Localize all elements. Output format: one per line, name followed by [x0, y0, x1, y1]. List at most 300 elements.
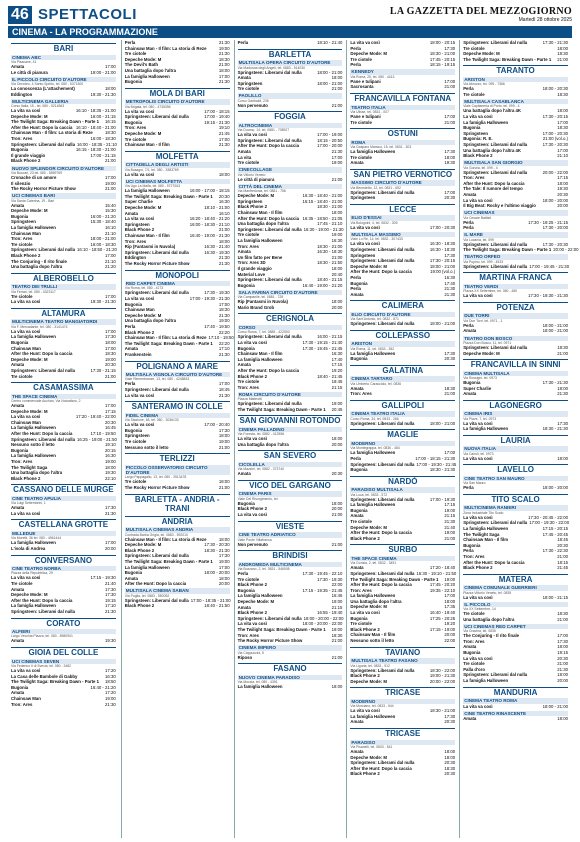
city-heading: FRANCAVILLA FONTANA	[350, 93, 455, 103]
theater-address: Via Gorizia, tel. 099 - 4	[463, 165, 498, 170]
film-title: Bugonia	[350, 615, 368, 621]
film-title: La vita va così	[124, 422, 155, 428]
showtimes: 20:00	[218, 581, 230, 587]
showtimes: 18:30	[444, 765, 456, 771]
city-heading: CASAMASSIMA	[11, 382, 116, 392]
theater-address: Via Pisacane, 41	[11, 59, 37, 64]
showtimes: 20:30	[218, 193, 230, 199]
film-title: La famiglia Halloween	[11, 540, 56, 546]
film-title: Tre ciotole	[237, 379, 260, 385]
showtimes: 19:15	[105, 597, 116, 603]
theater-name: CINEMA TEATRO ROMA	[463, 698, 568, 703]
film-title: Black Phone 2	[237, 373, 267, 379]
showtimes: 20:30	[557, 192, 568, 197]
showtimes: 17:30 - 19:30	[317, 576, 343, 582]
film-title: Springsteen: Liberami dal nulla	[237, 69, 302, 75]
showtimes: 17:35	[444, 604, 456, 610]
city-heading: SANTERAMO IN COLLE	[125, 401, 230, 411]
film-title: Amata	[124, 575, 138, 581]
showtimes: 21:30	[218, 142, 230, 148]
film-title: Amata	[124, 346, 138, 352]
masthead: LA GAZZETTA DEL MEZZOGIORNO	[389, 6, 572, 17]
showtimes: 18:00	[331, 684, 343, 690]
showtimes: 17:00	[331, 154, 343, 160]
page-header	[8, 6, 572, 26]
film-title: La vita va così	[237, 132, 267, 138]
film-title: La famiglia Halloween	[350, 149, 396, 155]
theater-name: UCI CINEMAS BARI	[11, 193, 116, 198]
showtimes: 17:30	[444, 713, 456, 719]
film-title: Black Phone 2	[237, 506, 267, 512]
showtimes: 21:30	[218, 40, 230, 45]
film-title: Amata	[350, 291, 364, 297]
showtimes: 18:30 - 21:00	[317, 204, 343, 210]
theater-name: RED CARPET CINEMA	[125, 281, 230, 286]
film-title: La vita va così	[124, 216, 155, 222]
showtime-row	[463, 456, 568, 462]
theater-name: MODERNO	[350, 699, 455, 704]
showtime-row	[238, 86, 343, 92]
theater-name: MULTISALA OPERA CIRCUITO D'AUTORE	[238, 60, 343, 65]
film-title: Chainsaw Man - Il film	[124, 232, 170, 238]
theater-address: Via Bolognini, 4, tel. 0832 - 305	[350, 220, 398, 225]
film-title: Tre ciotole	[463, 611, 485, 617]
film-title: Amata	[11, 63, 25, 69]
showtimes: 16:40 - 19:00 - 21:20	[302, 282, 343, 288]
showtimes: 18:00	[218, 171, 230, 177]
theater-address: Via Bosagni, 7/1, tel. 080 - 3383769	[124, 167, 179, 172]
film-title: Depeche Mode: M	[11, 113, 48, 119]
city-heading: MAGLIE	[350, 429, 455, 439]
film-title: Amata	[463, 192, 477, 197]
showtimes: 17:30	[444, 45, 456, 51]
film-title: La vita va così	[11, 108, 41, 114]
theater-name: TEATRO DON BOSCO	[463, 336, 568, 341]
film-title: Amata	[463, 644, 477, 650]
showtime-row	[463, 293, 568, 299]
film-title: Tre ciotole	[124, 479, 147, 485]
showtimes: 16:10 - 18:40 - 21:00	[75, 124, 116, 130]
showtime-row	[125, 485, 230, 491]
showtime-row	[238, 655, 343, 661]
theater-address: Via Ulisse, tel. 0831 - 007	[350, 109, 389, 114]
film-title: Tre ciotole	[237, 86, 260, 92]
showtimes: 17:45 - 20:45	[542, 531, 568, 537]
film-title: Springsteen: Liberami dal nulla	[11, 141, 75, 147]
listing-column	[234, 40, 346, 838]
film-title: Riposo	[237, 654, 253, 660]
film-title: Springsteen: Liberami dal nulla	[124, 387, 189, 393]
film-title: Non pervenuto	[237, 541, 268, 547]
film-title: Springsteen: Liberami dal nulla	[463, 344, 528, 350]
film-title: La famiglia Halloween	[463, 526, 509, 532]
showtimes: 21:30	[557, 391, 568, 397]
showtimes: 16:00 - 18:35 - 21:10	[77, 141, 117, 147]
film-title: Springsteen: Liberami dal nulla	[11, 247, 75, 253]
showtime-row	[350, 321, 455, 327]
showtimes: 18:00	[557, 455, 568, 461]
showtime-row	[350, 356, 455, 362]
showtimes: 17:00	[218, 136, 230, 142]
showtimes: 18:00	[105, 464, 116, 470]
showtimes: 21:30	[218, 79, 230, 85]
showtimes: 20:30	[444, 760, 456, 766]
showtimes: 17:30 - 20:45 - 22:00	[528, 514, 568, 520]
showtimes: 18:30 - 21:00	[429, 51, 456, 57]
theater-address: Contrada Barba Grigia, tel. 0883 - 592010	[124, 532, 188, 537]
film-title: Bugonia	[237, 500, 255, 506]
theater-name: PICCOLO OSSERVATORIO CIRCUITO D'AUTORE	[125, 465, 230, 476]
showtimes: 21:20	[105, 264, 116, 270]
film-title: Bugonia	[237, 587, 255, 593]
showtimes: 19:00	[105, 458, 116, 464]
film-title: Black Phone 2	[11, 252, 41, 258]
city-heading: SAN SEVERO	[238, 450, 343, 460]
film-title: Nessuno sotto il letto	[350, 638, 395, 644]
film-title: Tron: Ares	[11, 458, 33, 464]
film-title: The Twilight Saga	[11, 464, 48, 470]
showtimes: 17:00	[105, 403, 116, 408]
film-title: Depeche Mode: M	[11, 408, 48, 414]
theater-address: Viale Ponte Villafranca	[237, 537, 272, 542]
showtimes: 20:30	[105, 362, 116, 368]
film-title: Bugonia	[350, 467, 368, 473]
film-title: Springsteen: Liberami dal nulla	[237, 137, 302, 143]
film-title: The Twilight Saga: Breaking Dawn - Parte 1	[463, 56, 552, 62]
film-title: La famiglia Halloween	[350, 450, 396, 456]
film-title: Depeche Mode: M	[11, 592, 48, 598]
film-title: Tre ciotole	[350, 119, 372, 125]
showtime-row	[463, 153, 568, 159]
film-title: Amata	[237, 362, 251, 368]
showtimes: 20:00	[557, 678, 568, 684]
showtimes: 17:00	[557, 633, 568, 639]
theater-address: Viale Lo Re, 14, tel. 0832 - 307433	[350, 237, 403, 242]
theater-address: Via Pisanelli, tel. 0833 - 541	[350, 744, 393, 749]
film-title: Black Phone 2	[11, 158, 41, 164]
theater-name: MULTICINEMA GALLERIA	[11, 99, 116, 104]
showtime-row	[11, 511, 116, 517]
theater-address: Via Federico II di Svevia, tel. 080 - 3482	[11, 663, 72, 668]
showtimes: 19:00	[331, 160, 343, 166]
showtimes: 19:10	[218, 125, 230, 131]
showtimes: 16:30	[105, 673, 116, 679]
film-title: After the Hunt: Dopo la caccia	[237, 143, 299, 149]
film-title: Chainsaw Man	[11, 230, 41, 236]
showtimes: 20:00	[331, 304, 343, 310]
film-title: La vita va così	[124, 296, 155, 302]
film-title: Tre ciotole	[11, 241, 33, 247]
showtimes: 21:00	[557, 661, 568, 667]
showtimes: 21:40	[444, 524, 456, 530]
showtimes: 17:00	[105, 293, 116, 299]
theater-name: ANDROMEDA MULTICINEMA	[238, 562, 343, 567]
film-title: Springsteen	[350, 252, 376, 258]
theater-name: CINEMA IRIS	[463, 411, 568, 416]
film-title: Springsteen: Liberami dal nulla	[350, 667, 415, 673]
theater-name: ARISTON	[350, 341, 455, 346]
film-title: Depeche Mode: M	[11, 356, 48, 362]
showtimes: 17:30 - 19:30	[204, 290, 230, 296]
showtimes: 16:55 - 19:40	[317, 610, 343, 616]
theater-name: UCI CINEMAS MOLFETTA	[125, 179, 230, 184]
showtimes: 17:30	[444, 350, 456, 356]
showtimes: 18:15 - 19:15	[429, 62, 456, 68]
showtimes: 18:30 - 21:00	[317, 243, 343, 249]
showtimes: 17:30	[557, 638, 568, 644]
showtimes: 16:15 - 18:30 - 21:00	[75, 147, 116, 153]
film-title: Chainsaw Man - Il film: La storia di Reze	[11, 130, 93, 136]
film-title: Chainsaw Man	[124, 307, 155, 313]
film-title: Perla	[350, 45, 361, 51]
theater-name: IL MARE	[463, 232, 568, 237]
film-title: Tron: Ares	[350, 391, 372, 397]
showtimes: 19:10	[105, 442, 116, 448]
film-title: Tron: Ares	[11, 136, 33, 142]
showtimes: 17:15 - 20:15	[542, 526, 568, 532]
showtime-row	[463, 485, 568, 491]
showtime-row	[11, 70, 116, 76]
film-title: Springsteen: Liberami dal nulla	[124, 114, 189, 120]
showtimes: 17:00 - 20:00	[317, 143, 343, 149]
film-title: La conoscenza (L'attachement)	[11, 86, 75, 91]
showtimes: 18:00	[444, 154, 456, 160]
theater-name: KENNEDY	[350, 69, 455, 74]
film-title: Springsteen: Liberami dal nulla	[350, 461, 415, 467]
film-title: Chainsaw Man - Il film	[237, 210, 283, 216]
film-title: La vita va così	[124, 392, 155, 398]
city-heading: POLIGNANO A MARE	[125, 361, 230, 371]
showtimes: 19:35 - 22:10	[429, 587, 456, 593]
showtimes: 17:30	[557, 420, 568, 426]
theater-name: MULTISALA VIGNOLA CIRCUITO D'AUTORE	[125, 372, 230, 377]
theater-name: CINE TEATRO ADRIATICO	[238, 532, 343, 537]
film-title: Depeche Mode: M	[124, 205, 162, 210]
showtimes: 18:50	[105, 679, 116, 685]
film-title: La famiglia Halloween	[463, 426, 509, 432]
showtime-row	[11, 638, 116, 644]
film-title: Black Phone 2	[350, 771, 380, 777]
theater-name: CINE TEATRO RINASCENTE	[463, 711, 568, 716]
theater-name: CINE TEATRO NORBA	[11, 566, 116, 571]
city-heading: FRANCAVILLA IN SINNI	[463, 359, 568, 369]
film-title: Eddington	[124, 255, 147, 261]
showtimes: 16:30	[331, 238, 343, 243]
film-title: Amata	[11, 638, 25, 644]
showtimes: 18:00	[105, 339, 116, 345]
city-heading: CERIGNOLA	[238, 313, 343, 323]
theater-address: Via Montegrappa, tel. 0836 - 484	[350, 446, 400, 451]
film-title: Una battaglia dopo l'altra	[124, 318, 176, 324]
theater-address: Corso Roma, 7, tel. 0885 - 422500	[237, 330, 290, 335]
showtimes: 21:00	[444, 84, 456, 90]
film-title: Bugonia	[124, 79, 142, 85]
showtimes: 18:00	[557, 672, 568, 678]
film-title: La vita va così	[463, 455, 493, 461]
film-title: Chainsaw Man - Il film: La storia di Reze	[124, 536, 207, 542]
theater-address: Via Foresta, tel. 0882 - 412556	[237, 432, 285, 437]
theater-address: Viale Del Risorgimento, tel.	[237, 496, 279, 501]
city-heading: GALLIPOLI	[350, 400, 455, 410]
city-heading: GALATINA	[350, 365, 455, 375]
theater-name: CINEMA IMPERO	[238, 645, 343, 650]
film-title: Bugonia	[11, 339, 29, 345]
showtimes: 16:40 - 19:40	[429, 610, 456, 616]
showtime-row	[350, 421, 455, 427]
film-title: Black Phone 2	[124, 329, 155, 335]
showtimes: 21:00	[218, 227, 230, 233]
film-title: The Rocky Horror Picture Show	[124, 260, 190, 266]
showtime-row	[238, 177, 343, 183]
theater-address: Piazza XX Settembre, tel. 080 - 480	[463, 289, 518, 294]
showtimes: 16:00 - 17:00 - 18:15	[189, 188, 230, 194]
film-title: La famiglia Halloween	[350, 350, 396, 356]
showtimes: 21:40	[105, 581, 116, 586]
showtimes: 17:00	[218, 381, 230, 387]
showtime-row	[350, 84, 455, 90]
showtime-row	[238, 70, 343, 76]
showtimes: 17:00 - 19:00	[317, 132, 343, 138]
showtimes: 20:00	[105, 545, 116, 551]
film-title: Perla	[463, 86, 474, 92]
showtimes: 17:00 - 21:15	[90, 152, 116, 158]
showtimes: 17:30 - 20:00	[542, 225, 568, 231]
showtimes: 21:10	[105, 230, 116, 236]
film-title: Tre ciotole	[350, 519, 372, 525]
film-title: Amata	[463, 716, 477, 722]
theater-name: CINEMA PARIS	[238, 491, 343, 496]
showtime-row	[11, 609, 116, 615]
showtimes: 20:30	[444, 771, 456, 777]
city-heading: CALIMERA	[350, 300, 455, 310]
showtime-row	[463, 57, 568, 63]
city-heading: FOGGIA	[238, 111, 343, 121]
city-heading: TRICASE	[350, 728, 455, 738]
showtime-row	[11, 374, 116, 380]
film-title: La famiglia Halloween	[463, 678, 509, 684]
film-title: Il silenzio	[11, 180, 31, 186]
showtimes: 17:20 - 19:40 - 22:00	[75, 414, 116, 420]
showtimes: 18:00	[331, 210, 343, 216]
theater-name: CITTÀ DEL CINEMA	[238, 184, 343, 189]
film-title: Amata	[350, 748, 364, 754]
city-heading: TARANTO	[463, 65, 568, 75]
film-title: La famiglia Halloween	[237, 356, 283, 362]
film-title: La famiglia Halloween	[237, 684, 283, 690]
showtimes: 20:30	[444, 356, 456, 362]
film-title: Amata	[350, 385, 364, 391]
showtimes: 21:30	[218, 392, 230, 398]
film-title: Depeche Mode: M	[350, 754, 387, 760]
showtimes: 18:00	[331, 436, 343, 442]
showtimes: 17:10	[105, 603, 116, 609]
showtimes: 21:00	[218, 62, 230, 68]
showtimes: 17:20 - 18:40	[429, 565, 456, 571]
showtimes: 21:15	[331, 604, 343, 610]
film-title: La vita va così	[11, 328, 41, 334]
showtimes: 17:25 - 20:25	[429, 615, 456, 621]
film-title: The Twilight Saga: Breaking Dawn - Parte 1	[124, 193, 213, 199]
theater-address: Via Morciano, tel. 0833 - 544	[350, 704, 394, 709]
theater-name: CICOLELLA	[238, 462, 343, 467]
showtime-row	[125, 581, 230, 587]
film-title: The Twilight Saga: Breaking Dawn - Parte 1	[11, 679, 100, 685]
film-title: After the Hunt: Dopo la caccia	[237, 367, 299, 373]
film-title: Sacrosanta	[350, 84, 374, 90]
showtimes: 16:10	[218, 210, 230, 216]
theater-address: Via Roma, 11, tel. 0833 - 352	[350, 346, 395, 351]
showtime-row	[238, 442, 343, 448]
showtimes: 18:00 - 21:00	[542, 703, 568, 709]
showtimes: 17:00	[557, 119, 568, 125]
film-title: The Twilight Saga: Breaking Dawn - Parte 1	[237, 627, 326, 632]
showtimes: 21:30	[557, 666, 568, 672]
theater-name: MULTISALA CINEMA SABAN	[125, 588, 230, 593]
showtime-row	[125, 393, 230, 399]
theater-address: Via Roma, tel. 080 - 4173	[124, 286, 164, 291]
film-title: La vita	[237, 154, 252, 160]
film-title: Chainsaw Man - Il film	[237, 351, 283, 357]
showtimes: 18:00	[331, 299, 343, 305]
film-title: After the Hunt: Dopo la caccia	[463, 559, 525, 565]
showtimes: 18:30	[557, 125, 568, 131]
section-title: SPETTACOLI	[38, 6, 137, 23]
city-heading: GIOIA DEL COLLE	[11, 647, 116, 657]
city-heading: MOLFETTA	[125, 151, 230, 161]
theater-address: Via Abruzzo, tel. 099 - 7366	[463, 82, 505, 87]
theater-address: Via Pupino, tel. 099 - 4533	[463, 259, 504, 264]
film-title: La vita va così	[463, 514, 493, 520]
city-heading: POTENZA	[463, 302, 568, 312]
showtime-row	[238, 103, 343, 109]
showtimes: 19:00	[331, 627, 343, 632]
showtimes: 17:45 - 20:15	[429, 56, 456, 62]
theater-address: Via Moretti, 36 tel. 080 - 4961444	[11, 536, 62, 541]
showtimes: 18:40 - 21:15	[317, 277, 343, 283]
film-title: La vita va così	[11, 575, 41, 581]
showtime-row	[238, 143, 343, 149]
city-heading: OSTUNI	[350, 128, 455, 138]
film-title: The Conjuring - Il rito finale	[463, 633, 520, 639]
showtimes: 18:00 - 21:00	[542, 322, 568, 328]
film-title: Bugonia	[237, 282, 255, 288]
city-heading: ALTAMURA	[11, 308, 116, 318]
theater-address: Via Umberto Caracciolo, tel. 0836	[350, 381, 402, 386]
showtimes: 19:15	[557, 650, 568, 656]
showtimes: 16:45	[331, 593, 343, 599]
showtimes: 20:30	[444, 195, 456, 201]
film-title: Amata	[11, 403, 25, 408]
film-title: Bugonia	[124, 119, 142, 125]
theater-address: Via Sant'Antonio, tel. 0832 - 871	[350, 317, 399, 322]
showtimes: 18:00 - 21:00	[317, 69, 343, 75]
film-title: The Rocky Horror Picture Show	[237, 638, 303, 644]
film-title: La vita va così	[463, 420, 493, 426]
film-title: Black Phone 2	[124, 547, 155, 553]
showtime-row	[125, 79, 230, 85]
film-title: Springsteen: Liberami dal nulla	[11, 436, 75, 442]
showtimes: 16:10 - 18:35 - 21:00	[75, 108, 116, 114]
theater-name: MILLEDUE	[11, 531, 116, 536]
theater-address: Via Cesare Battisti	[463, 215, 492, 220]
theater-name: UCI CINEMAS	[463, 210, 568, 215]
showtimes: 17:40	[444, 280, 456, 286]
theater-name: CORSO	[238, 325, 343, 330]
theater-address: Corso Roma, 34, tel. 0833 - 266	[350, 416, 399, 421]
showtimes: 17:00	[218, 73, 230, 79]
showtimes: 17:00 - 19:30 - 21:45	[416, 461, 457, 467]
film-title: Tre ciotole	[350, 154, 372, 160]
